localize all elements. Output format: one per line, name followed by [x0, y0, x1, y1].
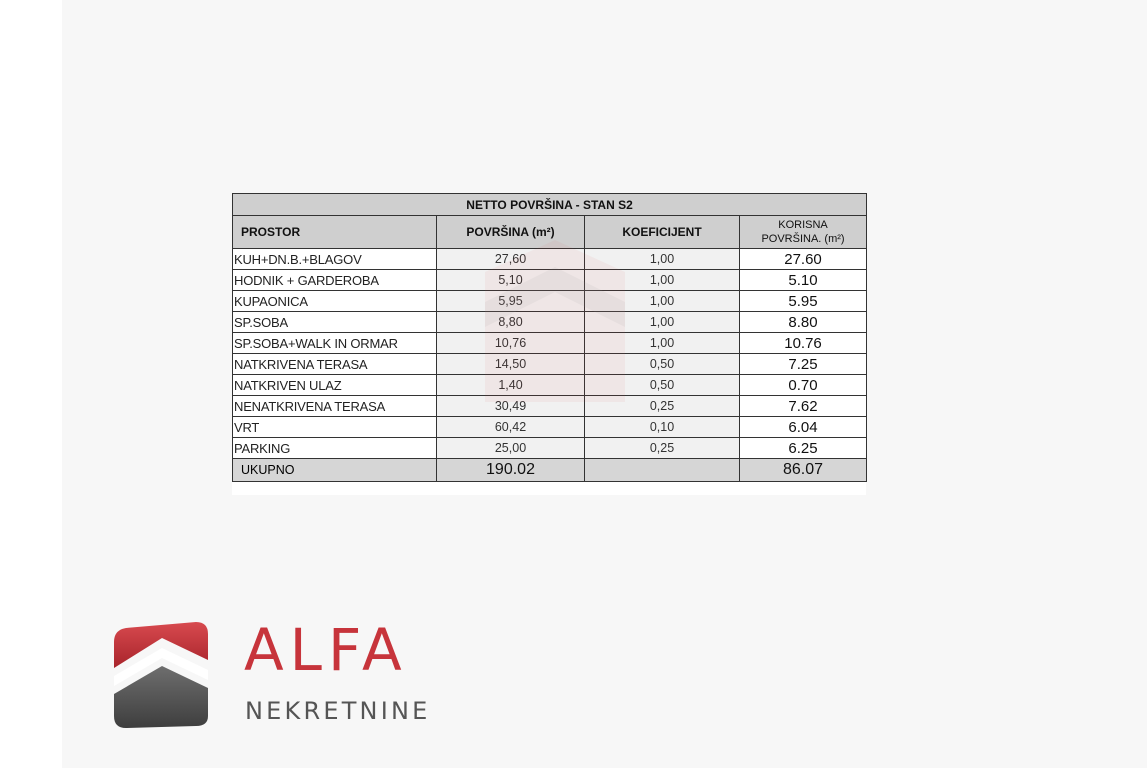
- cell-korisna: 5.95: [740, 291, 867, 312]
- cell-prostor: SP.SOBA+WALK IN ORMAR: [233, 333, 437, 354]
- cell-povrsina: 60,42: [437, 417, 585, 438]
- cell-korisna: 0.70: [740, 375, 867, 396]
- table-row: [233, 333, 867, 354]
- cell-korisna: 7.25: [740, 354, 867, 375]
- table-row: [233, 417, 867, 438]
- cell-koeficijent: 1,00: [585, 333, 740, 354]
- logo-wordmark: ALFA: [244, 616, 408, 684]
- table-row: [233, 396, 867, 417]
- cell-korisna: 8.80: [740, 312, 867, 333]
- cell-koeficijent: 0,25: [585, 396, 740, 417]
- cell-povrsina: 1,40: [437, 375, 585, 396]
- cell-koeficijent: 1,00: [585, 312, 740, 333]
- cell-prostor: HODNIK + GARDEROBA: [233, 270, 437, 291]
- cell-koeficijent: 0,25: [585, 438, 740, 459]
- table-title-row: [233, 194, 867, 216]
- total-useful: 86.07: [740, 459, 867, 482]
- cell-korisna: 7.62: [740, 396, 867, 417]
- cell-korisna: 6.25: [740, 438, 867, 459]
- cell-povrsina: 10,76: [437, 333, 585, 354]
- house-roof-icon: [110, 620, 210, 730]
- cell-korisna: 10.76: [740, 333, 867, 354]
- table-row: [233, 291, 867, 312]
- cell-povrsina: 5,95: [437, 291, 585, 312]
- table-title: NETTO POVRŠINA - STAN S2: [233, 194, 867, 216]
- cell-koeficijent: 0,10: [585, 417, 740, 438]
- area-table-container: [232, 193, 866, 495]
- cell-povrsina: 14,50: [437, 354, 585, 375]
- cell-prostor: KUPAONICA: [233, 291, 437, 312]
- header-koeficijent: KOEFICIJENT: [585, 216, 740, 249]
- area-table: [232, 193, 867, 482]
- table-total-row: [233, 459, 867, 482]
- table-row: [233, 312, 867, 333]
- cell-povrsina: 5,10: [437, 270, 585, 291]
- cell-korisna: 27.60: [740, 249, 867, 270]
- header-korisna-povrsina: [740, 216, 867, 249]
- total-area: 190.02: [437, 459, 585, 482]
- header-povrsina: POVRŠINA (m²): [437, 216, 585, 249]
- cell-korisna: 6.04: [740, 417, 867, 438]
- cell-koeficijent: 0,50: [585, 375, 740, 396]
- cell-povrsina: 27,60: [437, 249, 585, 270]
- table-row: [233, 270, 867, 291]
- cell-prostor: NATKRIVEN ULAZ: [233, 375, 437, 396]
- cell-prostor: PARKING: [233, 438, 437, 459]
- total-label: UKUPNO: [233, 459, 437, 482]
- table-row: [233, 375, 867, 396]
- table-row: [233, 438, 867, 459]
- cell-koeficijent: 1,00: [585, 270, 740, 291]
- cell-prostor: KUH+DN.B.+BLAGOV: [233, 249, 437, 270]
- logo-subtitle: NEKRETNINE: [245, 697, 431, 725]
- cell-prostor: NATKRIVENA TERASA: [233, 354, 437, 375]
- header-prostor: PROSTOR: [233, 216, 437, 249]
- cell-prostor: NENATKRIVENA TERASA: [233, 396, 437, 417]
- cell-povrsina: 30,49: [437, 396, 585, 417]
- table-body: [233, 249, 867, 459]
- total-koef: [585, 459, 740, 482]
- header-korisna-line2: POVRŠINA. (m²): [761, 233, 845, 245]
- cell-koeficijent: 1,00: [585, 291, 740, 312]
- table-header-row: [233, 216, 867, 249]
- table-row: [233, 249, 867, 270]
- cell-prostor: VRT: [233, 417, 437, 438]
- cell-povrsina: 25,00: [437, 438, 585, 459]
- cell-prostor: SP.SOBA: [233, 312, 437, 333]
- table-row: [233, 354, 867, 375]
- cell-koeficijent: 0,50: [585, 354, 740, 375]
- cell-korisna: 5.10: [740, 270, 867, 291]
- header-korisna-line1: KORISNA: [778, 219, 828, 231]
- cell-koeficijent: 1,00: [585, 249, 740, 270]
- cell-povrsina: 8,80: [437, 312, 585, 333]
